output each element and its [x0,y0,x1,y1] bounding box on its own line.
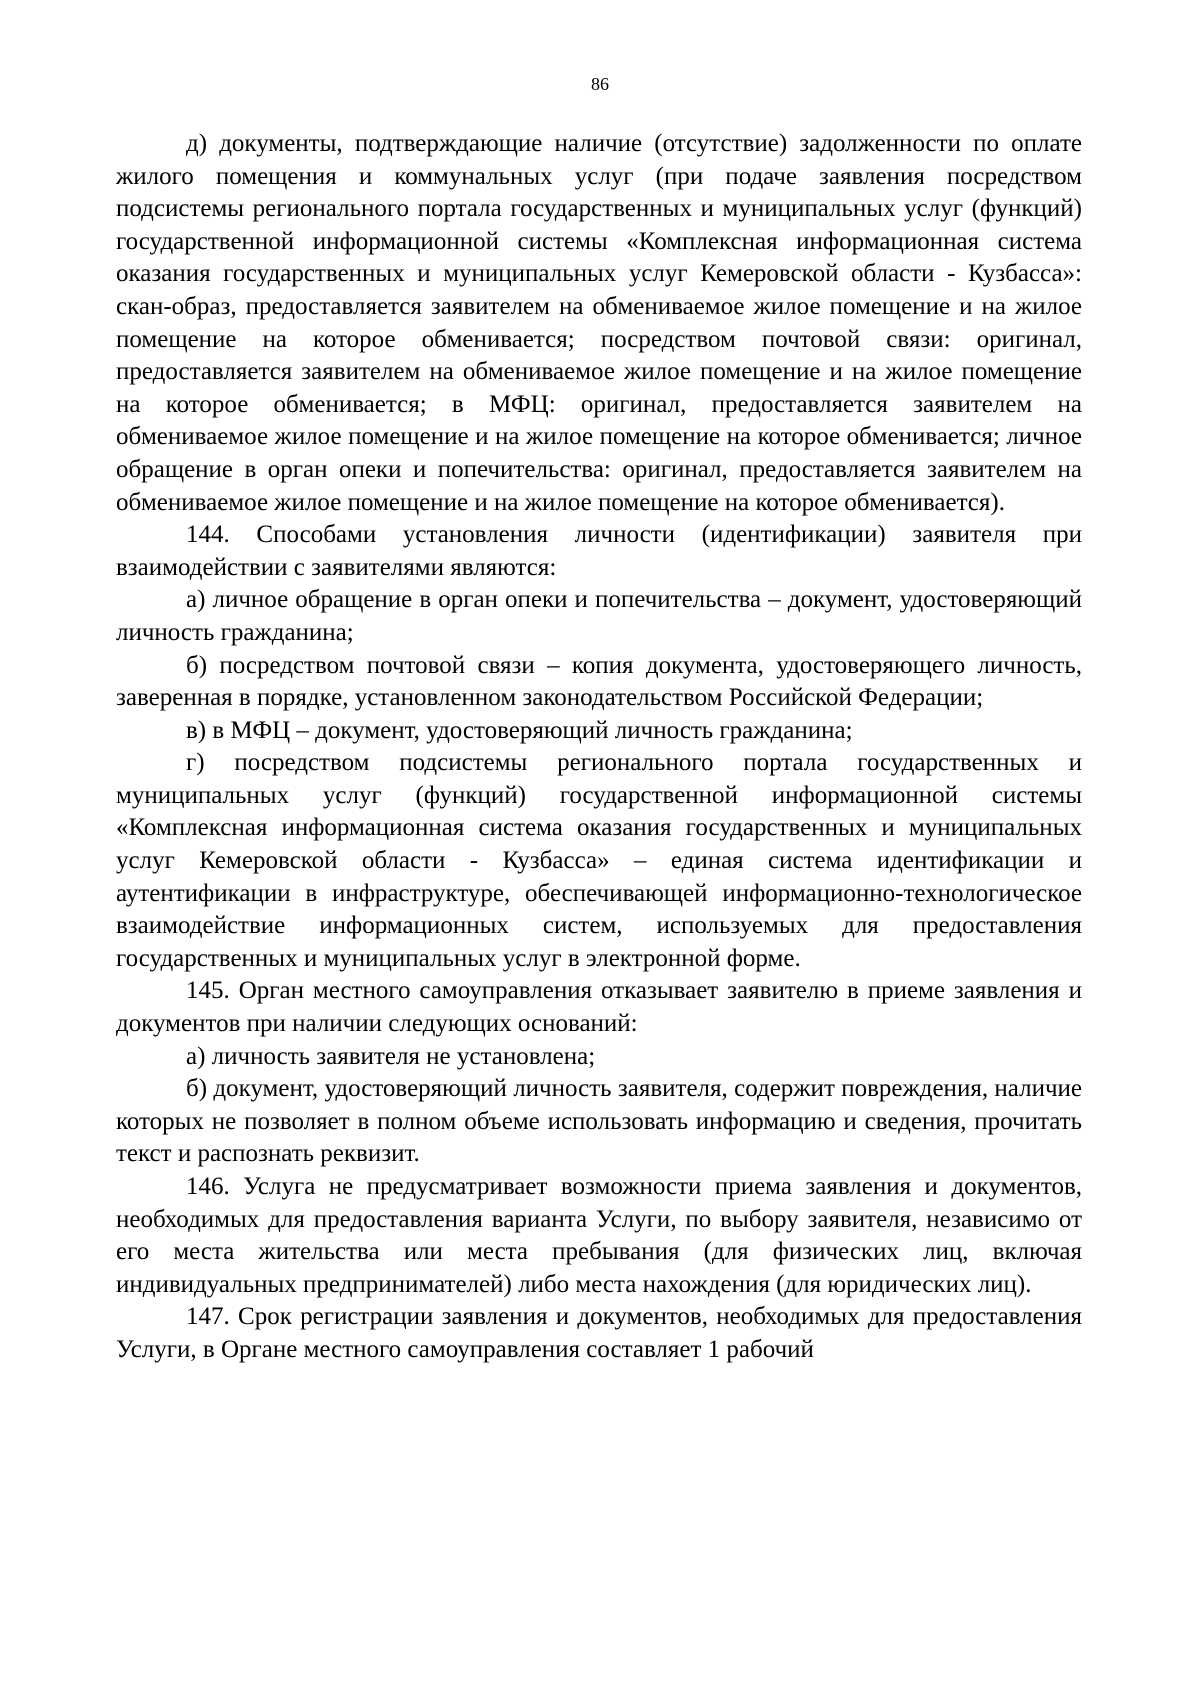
paragraph-145-refusal-grounds: 145. Орган местного самоуправления отказывает заявителю в приеме заявления и документов при наличии следующих оснований: [116,977,1082,1038]
page-number: 86 [591,74,609,94]
document-body [116,128,1082,1367]
paragraph-item-v-mfc: в) в МФЦ – документ, удостоверяющий личность гражданина; [186,716,853,744]
paragraph-item-a-identity-not-established: а) личность заявителя не установлена; [186,1042,596,1070]
paragraph-147-registration-term: 147. Срок регистрации заявления и документов, необходимых для предоставления Услуги, в Органе местного самоуправления составляет 1 рабочий [116,1303,1082,1363]
paragraph-item-b-postal: б) посредством почтовой связи – копия документа, удостоверяющего личность, заверенная в порядке, установленном законодательством Российской Федерации; [116,651,1082,712]
paragraph-144-identification-methods: 144. Способами установления личности (идентификации) заявителя при взаимодействии с заявителями являются: [116,521,1082,581]
paragraph-item-b-damaged-document: б) документ, удостоверяющий личность заявителя, содержит повреждения, наличие которых не позволяет в полном объеме использовать информацию и сведения, прочитать текст и распознать реквизит. [116,1075,1082,1168]
paragraph-146-extraterritorial: 146. Услуга не предусматривает возможности приема заявления и документов, необходимых для предоставления варианта Услуги, по выбору заявителя, независимо от его места жительства или места пребывания (для физических лиц, включая индивидуальных предпринимателей) либо места нахождения (для юридических лиц). [116,1173,1082,1298]
paragraph-item-d-documents: д) документы, подтверждающие наличие (отсутствие) задолженности по оплате жилого помещения и коммунальных услуг (при подаче заявления посредством подсистемы регионального портала государственных и муниципальных услуг (функций) государственной информационной системы «Комплексная информационная система оказания государственных и муниципальных услуг Кемеровской области - Кузбасса»: скан-образ, предоставляется заявителем на обмениваемое жилое помещение и на жилое помещение на которое обменивается; посредством почтовой связи: оригинал, предоставляется заявителем на обмениваемое жилое помещение и на жилое помещение на которое обменивается; в МФЦ: оригинал, предоставляется заявителем на обмениваемое жилое помещение и на жилое помещение на которое обменивается; личное обращение в орган опеки и попечительства: оригинал, предоставляется заявителем на обмениваемое жилое помещение и на жилое помещение на которое обменивается). [116,130,1082,516]
paragraph-item-a-personal-visit: а) личное обращение в орган опеки и попечительства – документ, удостоверяющий личность гражданина; [116,586,1082,646]
paragraph-item-g-portal: г) посредством подсистемы регионального портала государственных и муниципальных услуг (функций) государственной информационной системы «Комплексная информационная система оказания государственных и муниципальных услуг Кемеровской области - Кузбасса» – единая система идентификации и аутентификации в инфраструктуре, обеспечивающей информационно-технологическое взаимодействие информационных систем, используемых для предоставления государственных и муниципальных услуг в электронной форме. [116,749,1082,972]
